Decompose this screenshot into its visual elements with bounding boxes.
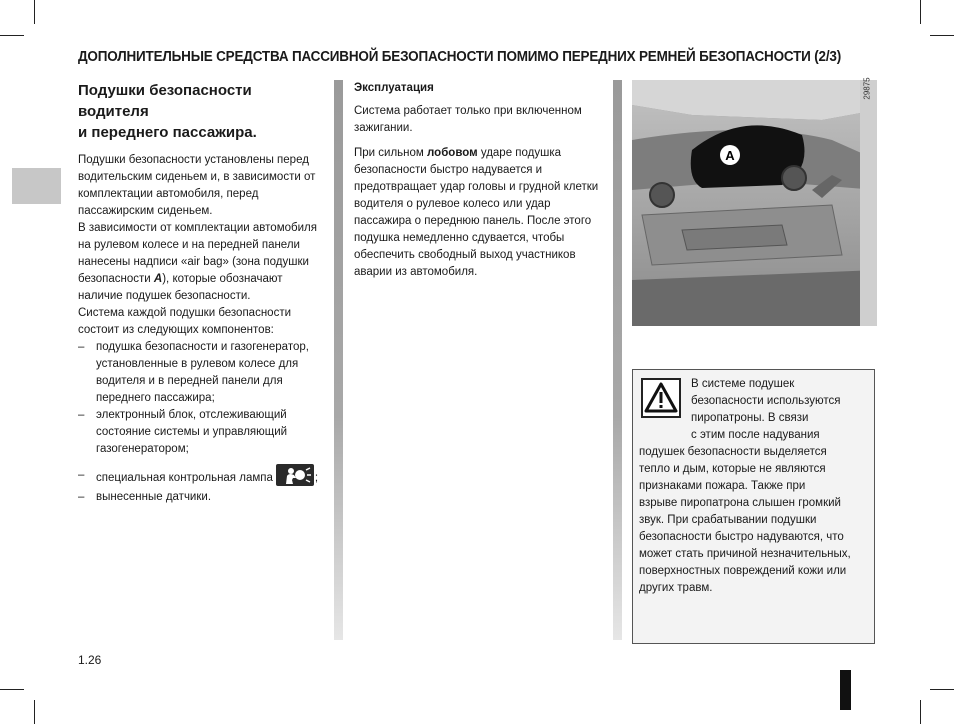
list-item-text: специальная контрольная лампа — [96, 472, 273, 485]
zone-marker: A — [153, 273, 163, 285]
crop-mark — [930, 35, 954, 36]
left-column — [78, 80, 323, 506]
paragraph — [78, 220, 323, 305]
list-item: – подушка безопасности и газогенератор, установленные в рулевом колесе для водителя и в передней панели для переднего пассажира; — [78, 339, 323, 407]
list-item: – электронный блок, отслеживающий состояние системы и управляющий газогенератором; — [78, 407, 323, 458]
paragraph: Система работает только при включенном зажигании. — [354, 105, 582, 134]
figure-number: 29875 — [862, 77, 872, 100]
section-heading — [78, 80, 323, 143]
page-number: 1.26 — [78, 653, 102, 667]
column-divider — [613, 80, 622, 640]
paragraph: Подушки безопасности установлены перед водительским сиденьем и, в зависимости от комплектации автомобиля, перед пассажирским сиденьем. — [78, 154, 316, 217]
paragraph-text: В зависимости от комплектации автомобиля на рулевом колесе и на передней панели нанесены надписи «air bag» (зона подушки безопасности — [78, 222, 317, 285]
middle-column — [354, 80, 604, 281]
crop-mark — [0, 35, 24, 36]
emphasis-text: лобовом — [427, 147, 478, 159]
heading-line-2: и переднего пассажира. — [78, 124, 257, 141]
crop-mark — [34, 700, 35, 724]
warning-line: других травм. — [639, 582, 713, 594]
heading-line-1: Подушки безопасности водителя — [78, 82, 252, 120]
warning-line: безопасности используются — [691, 395, 841, 407]
warning-box — [632, 369, 875, 644]
paragraph-text: ударе подушка безопасности быстро надувается и предотвращает удар головы и грудной клетки водителя о рулевое колесо или удар пассажира о переднюю панель. После этого подушка немедленно сдувается, чтобы обеспечить свободный выход участников аварии из автомобиля. — [354, 147, 599, 278]
warning-line: безопасности быстро надуваются, что — [639, 531, 844, 543]
crop-mark — [930, 689, 954, 690]
dashboard-airbag-photo — [632, 80, 877, 326]
figure-label: A — [725, 148, 735, 163]
crop-mark — [920, 0, 921, 24]
warning-line: поверхностных повреждений кожи или — [639, 565, 847, 577]
paragraph: Система каждой подушки безопасности состоит из следующих компонентов: — [78, 307, 292, 336]
warning-line: признаками пожара. Также при — [639, 480, 806, 492]
section-tab — [12, 168, 61, 204]
paragraph — [354, 145, 604, 281]
airbag-warning-lamp-icon — [276, 464, 314, 486]
warning-text — [639, 376, 869, 597]
page-title: ДОПОЛНИТЕЛЬНЫЕ СРЕДСТВА ПАССИВНОЙ БЕЗОПАСНОСТИ ПОМИМО ПЕРЕДНИХ РЕМНЕЙ БЕЗОПАСНОСТИ (2/3) — [78, 49, 842, 65]
list-item: – вынесенные датчики. — [78, 489, 323, 506]
section-marker-bar — [840, 670, 851, 710]
paragraph-text: ), которые обозначают наличие подушек безопасности. — [78, 273, 283, 302]
operation-heading: Эксплуатация — [354, 82, 434, 94]
list-item-text: ; — [314, 472, 319, 485]
column-divider — [334, 80, 343, 640]
crop-mark — [920, 700, 921, 724]
list-item — [78, 467, 323, 489]
warning-line: тепло и дым, которые не являются — [639, 463, 826, 475]
warning-line: может стать причиной незначительных, — [639, 548, 851, 560]
paragraph-text: При сильном — [354, 147, 428, 159]
warning-line: пиропатроны. В связи — [691, 412, 809, 424]
crop-mark — [34, 0, 35, 24]
warning-line: В системе подушек — [691, 378, 795, 390]
crop-mark — [0, 689, 24, 690]
warning-line: звук. При срабатывании подушки — [639, 514, 817, 526]
warning-line: взрыве пиропатрона слышен громкий — [639, 497, 841, 509]
warning-line: с этим после надувания — [691, 429, 820, 441]
warning-line: подушек безопасности выделяется — [639, 446, 827, 458]
